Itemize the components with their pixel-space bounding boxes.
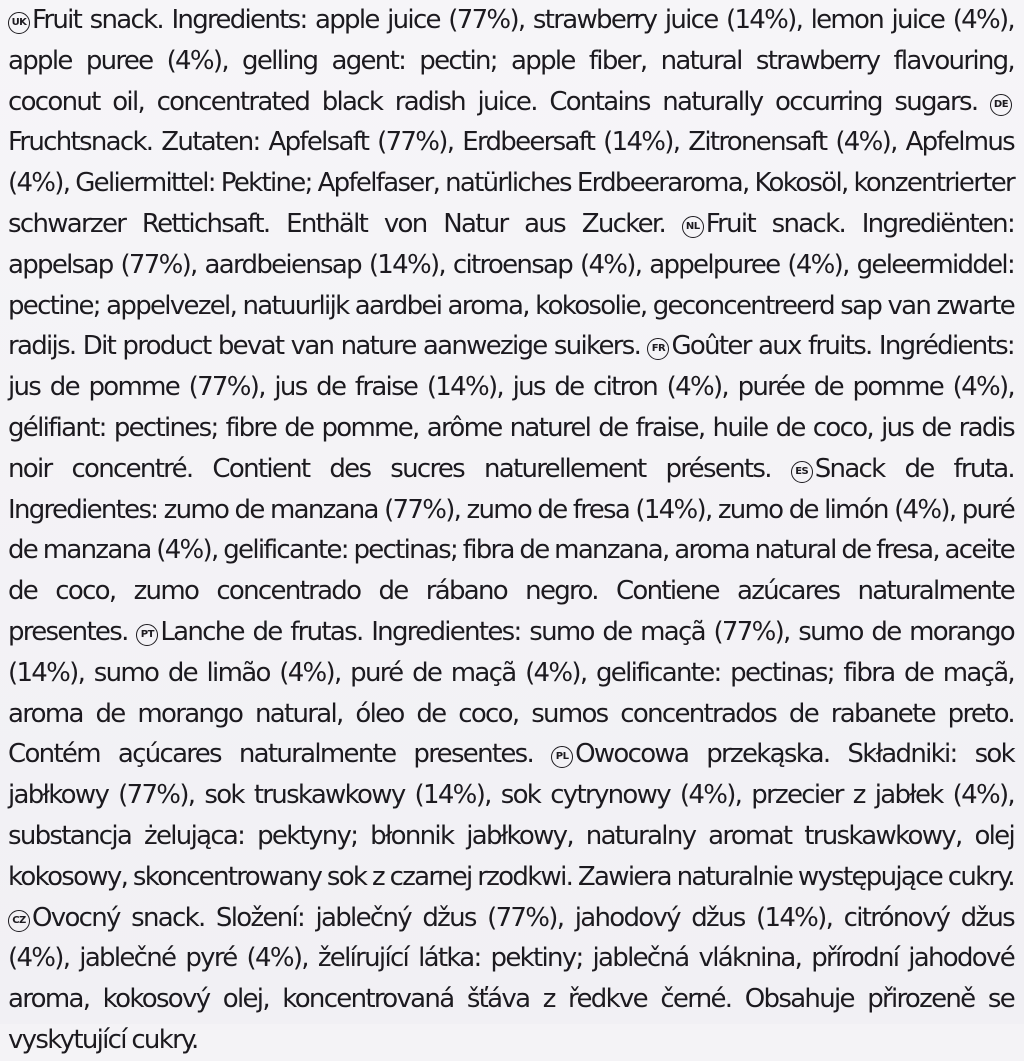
ingredients-text-pl: Owocowa przekąska. Składniki: sok jabłkowy (77%), sok truskawkowy (14%), sok cytrynowy (4%), przecier z jabłek (4%), substancja żelująca: pektyny; błonnik jabłkowy, naturalny aromat truskawkowy, olej kokosowy, skoncentrowany sok z czarnej rzodkwi. Zawiera naturalnie występujące cukry. xyxy=(8,739,1014,892)
language-badge-fr: FR xyxy=(647,338,669,360)
language-badge-es: ES xyxy=(791,461,813,483)
section-uk xyxy=(8,5,1014,117)
ingredients-text-cz: Ovocný snack. Složení: jablečný džus (77%), jahodový džus (14%), citrónový džus (4%), jablečné pyré (4%), želírující látka: pektiny; jablečná vláknina, přírodní jahodové aroma, kokosový olej, koncentrovaná šťáva z ředkve černé. Obsahuje přirozeně se vyskytující cukry. xyxy=(8,902,1014,1055)
language-badge-pl: PL xyxy=(551,746,573,768)
ingredients-text-pt: Lanche de frutas. Ingredientes: sumo de maçã (77%), sumo de morango (14%), sumo de limão (4%), puré de maçã (4%), gelificante: pectinas; fibra de maçã, aroma de morango natural, óleo de coco, sumos concentrados de rabanete preto. Contém açúcares naturalmente presentes. xyxy=(8,616,1014,770)
language-badge-pt: PT xyxy=(136,624,158,646)
language-badge-uk: UK xyxy=(8,12,30,34)
language-badge-de: DE xyxy=(990,94,1012,116)
ingredients-text-fr: Goûter aux fruits. Ingrédients: jus de pomme (77%), jus de fraise (14%), jus de citron (4%), purée de pomme (4%), gélifiant: pectines; fibre de pomme, arôme naturel de fraise, huile de coco, jus de radis noir concentré. Contient des sucres naturellement présents. xyxy=(8,331,1014,484)
ingredients-text-es: Snack de fruta. Ingredientes: zumo de manzana (77%), zumo de fresa (14%), zumo de limón (4%), puré de manzana (4%), gelificante: pectinas; fibra de manzana, aroma natural de fresa, aceite de coco, zumo concentrado de rábano negro. Contiene azúcares naturalmente presentes. xyxy=(8,453,1014,647)
ingredients-text-de: Fruchtsnack. Zutaten: Apfelsaft (77%), Erdbeersaft (14%), Zitronensaft (4%), Apfelmus (4%), Geliermittel: Pektine; Apfelfaser, natürliches Erdbeeraroma, Kokosöl, konzentrierter schwarzer Rettichsaft. Enthält von Natur aus Zucker. xyxy=(8,127,1014,239)
section-cz xyxy=(8,903,1014,1055)
ingredients-text-nl: Fruit snack. Ingrediënten: appelsap (77%), aardbeiensap (14%), citroensap (4%), appelpuree (4%), geleermiddel: pectine; appelvezel, natuurlijk aardbei aroma, kokosolie, geconcentreerd sap van zwarte radijs. Dit product bevat van nature aanwezige suikers. xyxy=(8,208,1015,362)
language-badge-cz: CZ xyxy=(8,910,30,932)
language-badge-nl: NL xyxy=(682,216,704,238)
ingredients-text-uk: Fruit snack. Ingredients: apple juice (77%), strawberry juice (14%), lemon juice (4%), apple puree (4%), gelling agent: pectin; apple fiber, natural strawberry flavouring, coconut oil, concentrated black radish juice. Contains naturally occurring sugars. xyxy=(8,5,1014,117)
